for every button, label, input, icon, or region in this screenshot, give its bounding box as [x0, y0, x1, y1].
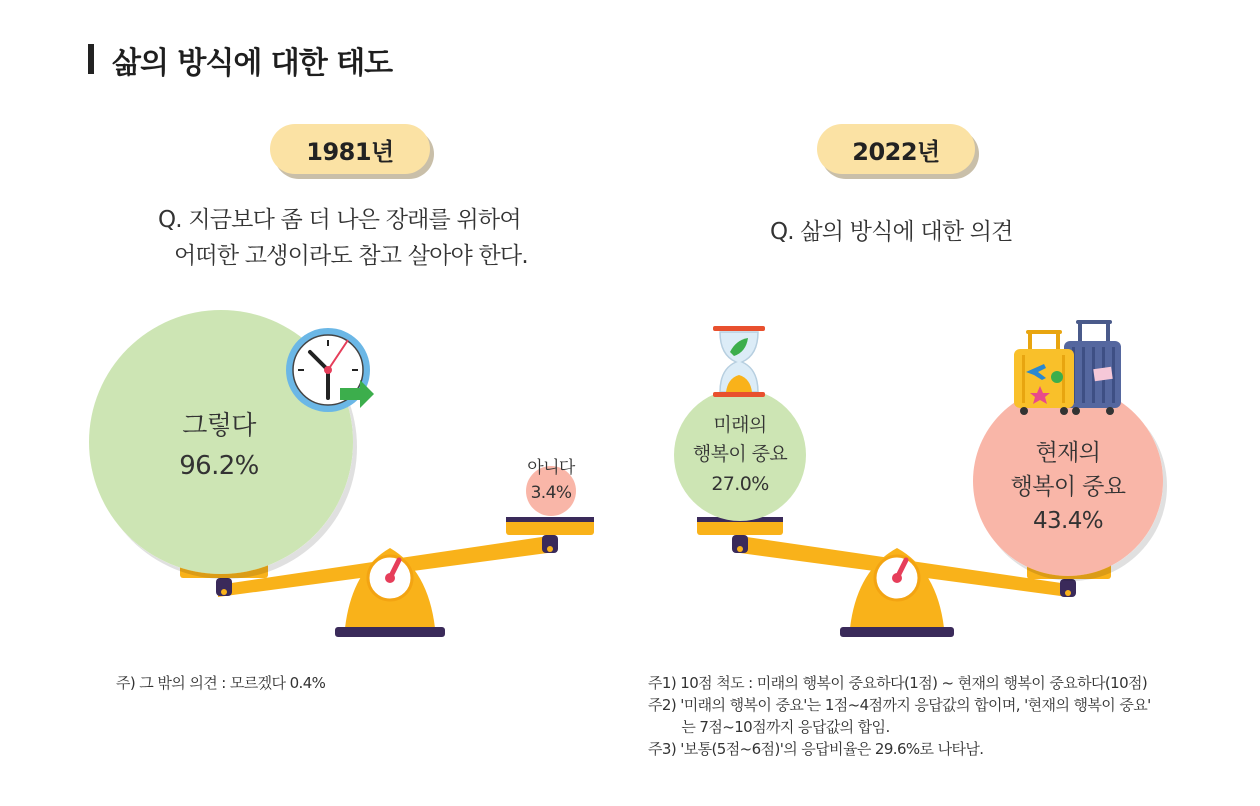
label-present-2022-line-1: 현재의: [1035, 440, 1101, 466]
note-1981: 주) 그 밖의 의견 : 모르겠다 0.4%: [116, 674, 326, 692]
note-2022-4: 주3) '보통(5점~6점)'의 응답비율은 29.6%로 나타남.: [648, 740, 984, 758]
value-future-2022: 27.0%: [711, 473, 769, 495]
note-2022-1: 주1) 10점 척도 : 미래의 행복이 중요하다(1점) ~ 현재의 행복이 중요하다(10점): [648, 674, 1148, 692]
question-2022-line-1: Q. 삶의 방식에 대한 의견: [770, 219, 1013, 245]
label-future-2022-line-1: 미래의: [713, 414, 767, 436]
hourglass-icon: [713, 326, 765, 397]
scale-foot-2022: [840, 627, 954, 637]
year-2022-badge: 2022년: [817, 124, 975, 174]
question-1981-line-1: Q. 지금보다 좀 더 나은 장래를 위하여: [158, 207, 521, 233]
label-future-2022-line-2: 행복이 중요: [692, 443, 788, 465]
value-present-2022: 43.4%: [1032, 508, 1104, 534]
suitcase-icon: [1014, 320, 1121, 415]
label-no-1981: 아니다: [527, 458, 575, 478]
label-yes-1981: 그렇다: [182, 411, 256, 441]
question-1981-line-2: 어떠한 고생이라도 참고 살아야 한다.: [174, 243, 528, 269]
value-no-1981: 3.4%: [530, 483, 572, 503]
year-1981-badge: 1981년: [270, 124, 430, 174]
page-title: 삶의 방식에 대한 태도: [112, 46, 393, 81]
notes-2022: [648, 672, 1151, 760]
value-yes-1981: 96.2%: [179, 451, 259, 481]
note-2022-3: 는 7점~10점까지 응답값의 합임.: [648, 718, 890, 736]
clock-icon: [286, 328, 374, 412]
note-2022-2: 주2) '미래의 행복이 중요'는 1점~4점까지 응답값의 합이며, '현재의 행복이 중요': [648, 696, 1151, 714]
scale-foot-1981: [335, 627, 445, 637]
label-present-2022-line-2: 행복이 중요: [1010, 474, 1126, 500]
